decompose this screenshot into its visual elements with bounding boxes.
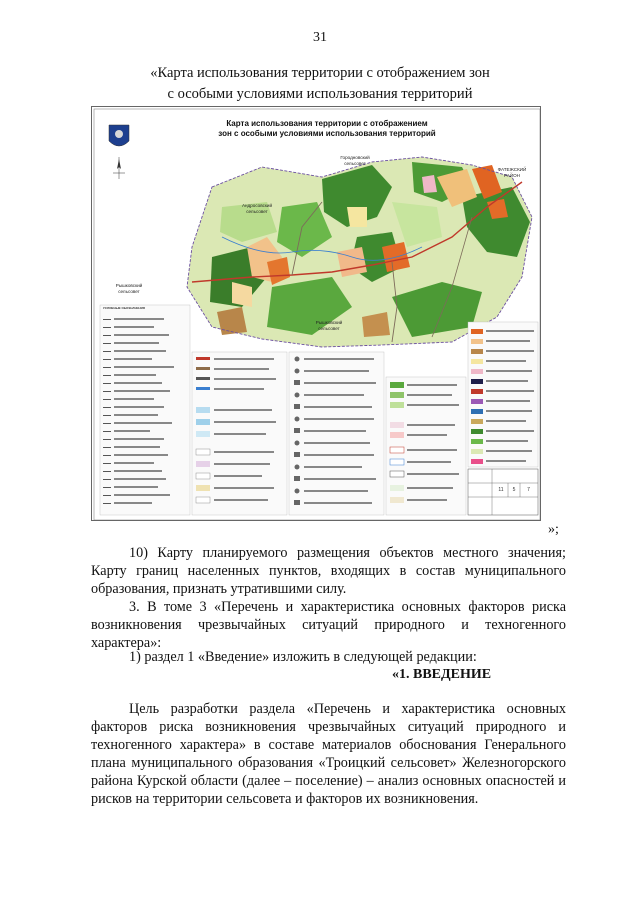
map-label-gorodnovsky-line-1: Городновский bbox=[340, 155, 370, 160]
document-title-line-2: с особыми условиями использования территорий bbox=[167, 86, 473, 102]
map-label-ryshkovsky-west-line-2: сельсовет bbox=[118, 288, 140, 294]
map-label-androsovsky-line-2: сельсовет bbox=[246, 208, 268, 214]
paragraph-goal: Цель разработки раздела «Перечень и характеристика основных факторов риска возникновения чрезвычайных ситуаций природного и техногенного характера» в составе материалов обоснования Генерального плана муниципального образования «Троицкий сельсовет» Железногорского района Курской области (далее – поселение) – анализ основных опасностей и рисков на территории сельсовета и факторов их возникновения. bbox=[91, 701, 566, 807]
map-title-line-2: зон с особыми условиями использования территорий bbox=[218, 129, 436, 138]
paragraph-item-1: 1) раздел 1 «Введение» изложить в следующей редакции: bbox=[129, 649, 477, 665]
map-label-ryshkovsky-south bbox=[304, 320, 354, 331]
document-title-line-1: «Карта использования территории с отображением зон bbox=[150, 65, 490, 81]
map-label-fatezh bbox=[490, 167, 534, 178]
map-label-gorodnovsky bbox=[330, 155, 380, 166]
stamp-digit-1: 11 bbox=[498, 487, 504, 493]
paragraph-item-3: 3. В томе 3 «Перечень и характеристика основных факторов риска возникновения чрезвычайных ситуаций природного и техногенного характера»: bbox=[91, 599, 566, 651]
paragraph-item-10: 10) Карту планируемого размещения объектов местного значения; Карту границ населенных пунктов, входящих в состав муниципального образования, признать утратившими силу. bbox=[91, 545, 566, 597]
section-heading: «1. ВВЕДЕНИЕ bbox=[392, 667, 492, 682]
map-label-fatezh-line-2: РАЙОН bbox=[503, 172, 520, 178]
map-title bbox=[212, 119, 442, 139]
map-label-fatezh-line-1: ФАТЕЖСКИЙ bbox=[497, 167, 527, 172]
map-drawing bbox=[92, 107, 541, 521]
page-number: 31 bbox=[313, 30, 327, 45]
legend-heading: УСЛОВНЫЕ ОБОЗНАЧЕНИЯ bbox=[103, 306, 145, 310]
map-label-ryshkovsky-west bbox=[104, 283, 154, 294]
map-label-ryshkovsky-south-line-2: сельсовет bbox=[318, 325, 340, 331]
map-label-ryshkovsky-south-line-1: Рышковский bbox=[315, 320, 343, 325]
map-label-ryshkovsky-west-line-1: Рышковский bbox=[115, 283, 143, 288]
stamp-digit-2: 5 bbox=[512, 487, 516, 493]
map-label-androsovsky bbox=[232, 203, 282, 214]
closing-quote: »; bbox=[548, 522, 559, 537]
map-label-androsovsky-line-1: Андросовский bbox=[241, 203, 273, 208]
map-title-line-1: Карта использования территории с отображением bbox=[226, 119, 428, 128]
territory-map bbox=[91, 106, 541, 521]
map-label-gorodnovsky-line-2: сельсовет bbox=[344, 160, 366, 166]
stamp-digit-3: 7 bbox=[527, 487, 530, 493]
